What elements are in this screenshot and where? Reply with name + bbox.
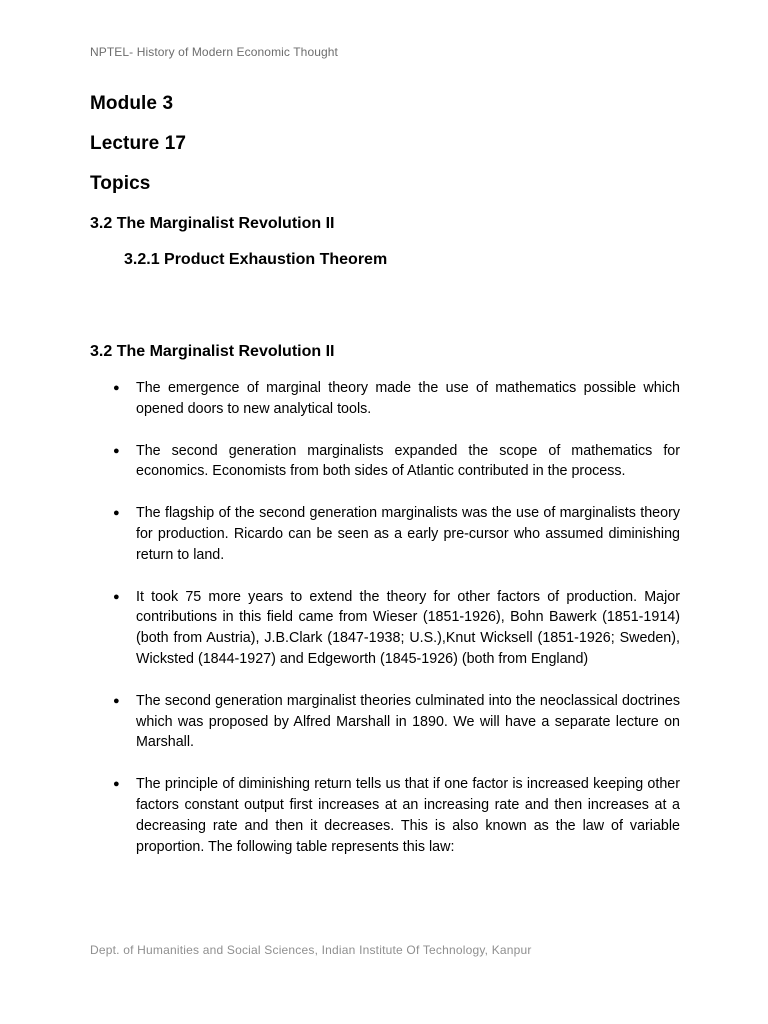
topic-item: 3.2 The Marginalist Revolution II <box>90 215 335 232</box>
list-item <box>90 503 680 565</box>
list-item <box>90 441 680 483</box>
running-footer: Dept. of Humanities and Social Sciences, Indian Institute Of Technology, Kanpur <box>90 943 532 957</box>
bullet-icon: ● <box>113 694 120 707</box>
bullet-icon: ● <box>113 444 120 457</box>
list-item <box>90 587 680 670</box>
bullet-text: The second generation marginalists expanded the scope of mathematics for economics. Economists from both sides of Atlantic contributed in the process. <box>136 442 680 480</box>
list-item <box>90 378 680 420</box>
bullet-icon: ● <box>113 778 120 791</box>
bullet-text: It took 75 more years to extend the theory for other factors of production. Major contributions in this field came from Wieser (1851-1926), Bohn Bawerk (1851-1914) (both from Austria), J.B.Clark (1847-1938; U.S.),Knut Wicksell (1851-1926; Sweden), Wicksted (1844-1927) and Edgeworth (1845-1926) (both from England) <box>136 588 680 667</box>
bullet-text: The second generation marginalist theories culminated into the neoclassical doctrines which was proposed by Alfred Marshall in 1890. We will have a separate lecture on Marshall. <box>136 692 680 751</box>
bullet-text: The flagship of the second generation marginalists was the use of marginalists theory for production. Ricardo can be seen as a early pre-cursor who assumed diminishing return to land. <box>136 505 680 563</box>
lecture-title: Lecture 17 <box>90 133 187 154</box>
bullet-text: The principle of diminishing return tells us that if one factor is increased keeping other factors constant output first increases at an increasing rate and then increases at a decreasing rate and then it decreases. This is also known as the law of variable proportion. The following table represents this law: <box>136 776 680 855</box>
section-heading: 3.2 The Marginalist Revolution II <box>90 343 335 360</box>
running-header: NPTEL- History of Modern Economic Thought <box>90 45 338 59</box>
topics-title: Topics <box>90 173 151 194</box>
list-item <box>90 774 680 857</box>
list-item <box>90 691 680 753</box>
bullet-icon: ● <box>113 382 120 394</box>
module-title: Module 3 <box>90 93 174 114</box>
bullet-text: The emergence of marginal theory made the use of mathematics possible which opened doors to new analytical tools. <box>136 380 680 417</box>
topic-subitem: 3.2.1 Product Exhaustion Theorem <box>124 251 388 268</box>
bullet-icon: ● <box>113 590 120 603</box>
bullet-icon: ● <box>113 507 120 520</box>
bullet-list <box>90 378 680 878</box>
